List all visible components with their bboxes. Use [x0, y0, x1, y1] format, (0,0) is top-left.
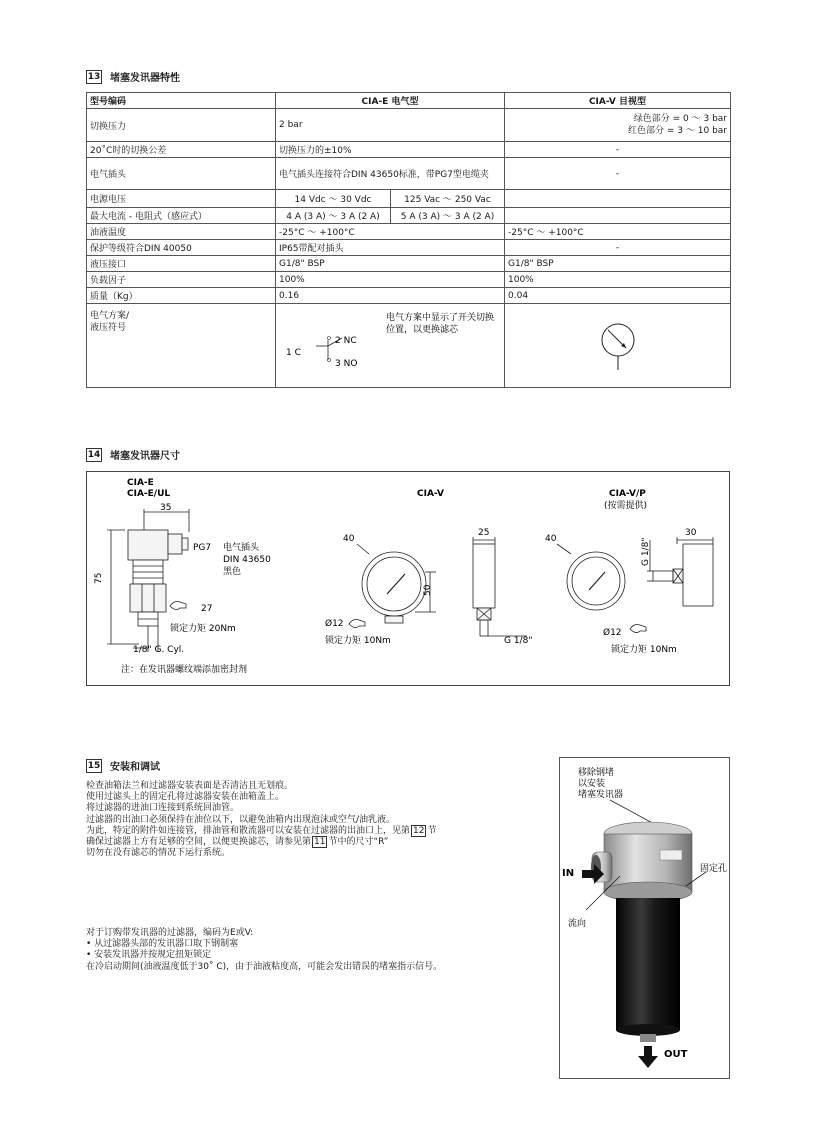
install-line [86, 837, 436, 848]
install-instructions [86, 781, 436, 859]
cell-e-dc: 4 A (3 A) ～ 3 A (2 A) [276, 208, 391, 224]
section-number: 15 [87, 760, 101, 771]
install-line: 将过滤器的进油口连接到系统回油管。 [86, 803, 240, 814]
cia-vp-title: CIA-V/P [609, 489, 646, 499]
order-line: • 安装发讯器并按规定扭矩锁定 [86, 950, 212, 961]
symbol-label-nc: 2 NC [335, 336, 357, 346]
install-text: 为此，特定的附件如连接管，排油管和散流器可以安装在过滤器的出油口上，见第 [86, 825, 411, 836]
order-line: • 从过滤器头部的发讯器口取下钢制塞 [86, 939, 239, 950]
label-fixing-hole: 固定孔 [700, 864, 728, 874]
table-row [87, 240, 731, 256]
plug-label-2: DIN 43650 [223, 555, 271, 565]
cell-v: -25°C ～ +100°C [505, 224, 731, 240]
label-in: IN [562, 868, 575, 879]
order-line: 在冷启动期间(油液温度低于30˚ C)，由于油液粘度高，可能会发出错误的堵塞指示信号。 [86, 961, 443, 972]
thread-label: 1/8" G. Cyl. [133, 645, 185, 655]
section-13-header [86, 69, 180, 84]
cia-vp-side-drawing [647, 537, 713, 606]
spec-table [86, 92, 731, 388]
label-out: OUT [664, 1049, 688, 1060]
table-row [87, 208, 731, 224]
cia-vp-front-drawing [557, 544, 646, 633]
visual-symbol-cell [505, 304, 731, 388]
dim-50: 50 [423, 584, 433, 596]
cia-e-title: CIA-E [127, 478, 154, 488]
table-row [87, 304, 731, 388]
filter-illustration-panel [559, 757, 730, 1079]
cell-v [505, 208, 731, 224]
install-line: 使用过滤头上的固定孔将过滤器安装在油箱盖上。 [86, 792, 285, 803]
header-cia-e: CIA-E 电气型 [276, 93, 505, 109]
section-number: 13 [87, 71, 101, 82]
row-label [87, 304, 276, 388]
label-remove-plug-3: 堵塞发讯器 [578, 790, 624, 800]
row-label: 20˚C时的切换公差 [87, 142, 276, 158]
cia-v-side-drawing [473, 537, 527, 636]
table-row [87, 190, 731, 208]
symbol-label-no: 3 NO [335, 359, 358, 369]
cell-v: - [505, 142, 731, 158]
thread-g18-b: G 1/8" [641, 537, 651, 566]
cell-v: 100% [505, 272, 731, 288]
row-label-line: 液压符号 [90, 323, 127, 333]
table-row [87, 288, 731, 304]
dim-75: 75 [94, 572, 104, 584]
row-label-line: 电气方案/ [90, 311, 130, 321]
label-flow-direction: 流向 [568, 919, 587, 929]
row-label: 液压接口 [87, 256, 276, 272]
pg7-label: PG7 [193, 543, 212, 553]
gauge-symbol [505, 304, 730, 386]
table-row [87, 272, 731, 288]
cell-v: - [505, 240, 731, 256]
section-14-header [86, 447, 180, 462]
cia-v-title: CIA-V [417, 489, 444, 499]
cia-vp-subtitle: (按需提供) [604, 501, 648, 511]
order-line: 对于订购带发讯器的过滤器，编码为E或V: [86, 928, 254, 938]
cell-e: 2 bar [276, 109, 505, 142]
table-row [87, 256, 731, 272]
dimension-drawings [87, 472, 731, 687]
cell-v-line: 绿色部分 = 0 ～ 3 bar [633, 114, 727, 124]
cell-e: 100% [276, 272, 505, 288]
symbol-label-c: 1 C [286, 348, 301, 358]
label-remove-plug-1: 移除钢堵 [578, 768, 615, 778]
sealant-note: 注：在发讯器螺纹端添加密封剂 [121, 665, 248, 675]
plug-label-1: 电气插头 [223, 543, 260, 553]
cell-e-ac: 125 Vac ～ 250 Vac [391, 190, 505, 208]
cell-e: G1/8" BSP [276, 256, 505, 272]
cia-e-ul-title: CIA-E/UL [127, 489, 171, 499]
ordering-notes [86, 928, 442, 973]
row-label: 油液温度 [87, 224, 276, 240]
label-remove-plug-2: 以安装 [578, 779, 606, 789]
cell-e: -25°C ～ +100°C [276, 224, 505, 240]
filter-illustration [560, 758, 731, 1080]
cell-v [505, 190, 731, 208]
cell-e: IP65带配对插头 [276, 240, 505, 256]
cell-v: - [505, 158, 731, 190]
table-row [87, 158, 731, 190]
install-line [86, 826, 436, 837]
dim-40-b: 40 [545, 534, 557, 544]
electrical-scheme-cell [276, 304, 505, 388]
dim-35: 35 [160, 503, 172, 513]
section-title: 堵塞发讯器尺寸 [110, 451, 180, 462]
cell-e: 切换压力的±10% [276, 142, 505, 158]
row-label: 切换压力 [87, 109, 276, 142]
dim-12-a: Ø12 [325, 619, 344, 629]
row-label: 保护等级符合DIN 40050 [87, 240, 276, 256]
plug-label-3: 黑色 [223, 567, 242, 577]
row-label: 电源电压 [87, 190, 276, 208]
cell-e: 0.16 [276, 288, 505, 304]
torque-10-b: 锁定力矩 10Nm [611, 645, 677, 655]
dim-40-a: 40 [343, 534, 355, 544]
dim-12-b: Ø12 [603, 628, 622, 638]
cell-v-line: 红色部分 = 3 ～ 10 bar [628, 126, 727, 136]
table-row [87, 142, 731, 158]
install-line: 过滤器的出油口必须保持在油位以下，以避免油箱内出现泡沫或空气/油乳液。 [86, 814, 396, 825]
install-text: 节 [427, 825, 437, 836]
cell-e: 电气插头连接符合DIN 43650标准，带PG7型电缆夹 [276, 158, 505, 190]
dim-27: 27 [201, 604, 213, 614]
table-row [87, 224, 731, 240]
row-label: 电气插头 [87, 158, 276, 190]
section-number: 14 [87, 449, 101, 460]
install-text: 节中的尺寸“R” [328, 837, 389, 848]
row-label: 最大电流 - 电阻式（感应式） [87, 208, 276, 224]
install-line: 切勿在没有滤芯的情况下运行系统。 [86, 848, 231, 859]
table-header-row [87, 93, 731, 109]
section-title: 堵塞发讯器特性 [110, 73, 180, 84]
torque-10-a: 锁定力矩 10Nm [325, 636, 391, 646]
cell-v [505, 109, 731, 142]
row-label: 质量（Kg） [87, 288, 276, 304]
install-text: 确保过滤器上方有足够的空间，以便更换滤芯，请参见第 [86, 837, 312, 848]
cell-v: 0.04 [505, 288, 731, 304]
install-line: 检查油箱法兰和过滤器安装表面是否清洁且无划痕。 [86, 781, 294, 791]
cell-v: G1/8" BSP [505, 256, 731, 272]
section-15-header [86, 758, 160, 773]
table-row [87, 109, 731, 142]
scheme-note-line: 电气方案中显示了开关切换 [386, 313, 495, 323]
section-ref-11[interactable]: 11 [314, 837, 326, 848]
dim-30: 30 [685, 528, 697, 538]
header-cia-v: CIA-V 目视型 [505, 93, 731, 109]
scheme-note-line: 位置，以更换滤芯 [386, 325, 459, 335]
torque-20: 锁定力矩 20Nm [170, 624, 236, 634]
switch-symbol [276, 304, 505, 386]
header-model-code: 型号编码 [87, 93, 276, 109]
section-ref-12[interactable]: 12 [413, 825, 425, 836]
thread-g18-a: G 1/8" [504, 636, 533, 646]
cell-e-ac: 5 A (3 A) ～ 3 A (2 A) [391, 208, 505, 224]
dim-25: 25 [478, 528, 490, 538]
row-label: 负载因子 [87, 272, 276, 288]
section-title: 安装和调试 [110, 762, 160, 773]
dimensions-panel [86, 471, 730, 686]
cell-e-dc: 14 Vdc ～ 30 Vdc [276, 190, 391, 208]
